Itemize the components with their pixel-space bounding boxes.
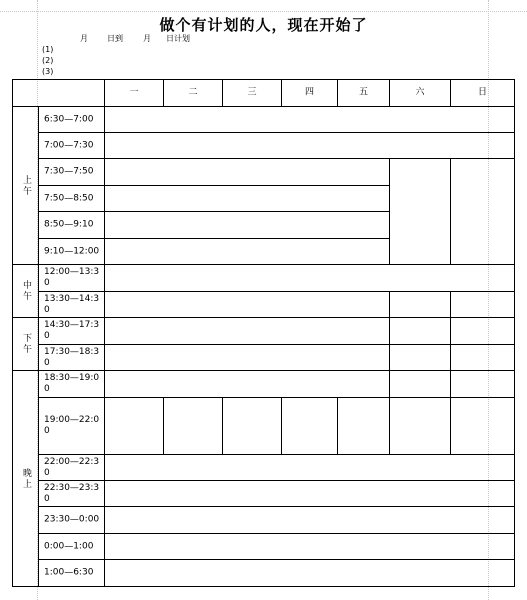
section-evening	[12, 370, 39, 587]
plan-cell-weekday-row-11[interactable]	[104, 370, 390, 398]
time-slot-5-label: 8:50—9:10	[44, 219, 94, 230]
plan-cell-1900-day-4[interactable]	[281, 397, 338, 455]
period-month-end: 月	[143, 34, 151, 43]
time-slot-4	[38, 185, 105, 212]
day-header-7-label: 日	[477, 87, 487, 98]
plan-cell-1900-day-6[interactable]	[389, 397, 451, 455]
section-noon-label: 中午	[21, 280, 31, 302]
time-slot-6-label: 9:10—12:00	[44, 246, 100, 256]
plan-cell-sunday-row-10[interactable]	[450, 344, 515, 371]
plan-cell-weekday-row-6[interactable]	[104, 238, 390, 265]
time-slot-5	[38, 211, 105, 239]
time-slot-16	[38, 533, 105, 560]
plan-cell-sunday-row-8[interactable]	[450, 291, 515, 318]
time-slot-13-label: 22:00—22:30	[44, 456, 100, 478]
time-slot-7	[38, 264, 105, 292]
time-slot-1	[38, 106, 105, 133]
section-afternoon	[12, 317, 39, 371]
plan-cell-full-row-15[interactable]	[104, 506, 515, 534]
goal-item-1: (1)	[42, 45, 54, 54]
time-slot-1-label: 6:30—7:00	[44, 114, 94, 124]
time-slot-8-label: 13:30—14:30	[44, 293, 100, 315]
margin-guide-top	[0, 11, 527, 12]
time-slot-14-label: 22:30—23:30	[44, 482, 100, 504]
plan-cell-full-row-16[interactable]	[104, 533, 515, 560]
time-slot-6	[38, 238, 105, 265]
day-header-7	[450, 79, 515, 107]
plan-cell-saturday-morning[interactable]	[389, 158, 451, 265]
plan-cell-1900-day-5[interactable]	[337, 397, 390, 455]
day-header-6	[389, 79, 451, 107]
time-slot-10-label: 17:30—18:30	[44, 346, 100, 368]
section-morning-label: 上午	[21, 174, 31, 197]
time-slot-3	[38, 158, 105, 186]
plan-cell-weekday-row-8[interactable]	[104, 291, 390, 318]
plan-cell-0630[interactable]	[104, 106, 515, 133]
goal-item-3: (3)	[42, 67, 54, 76]
time-slot-8	[38, 291, 105, 318]
plan-cell-weekday-row-10[interactable]	[104, 344, 390, 371]
time-slot-15-label: 23:30—0:00	[44, 514, 100, 525]
plan-cell-weekday-row-9[interactable]	[104, 317, 390, 345]
period-day-to: 日到	[107, 34, 123, 43]
schedule-table	[12, 79, 514, 586]
section-morning	[12, 106, 39, 265]
day-header-5-label: 五	[358, 87, 368, 98]
day-header-4-label: 四	[304, 87, 314, 98]
header-corner-cell[interactable]	[12, 79, 105, 107]
day-header-4	[281, 79, 338, 107]
day-header-3-label: 三	[247, 87, 257, 98]
plan-cell-sunday-morning[interactable]	[450, 158, 515, 265]
period-month-start: 月	[80, 34, 88, 43]
section-afternoon-label: 下午	[21, 333, 31, 355]
plan-cell-weekday-row-5[interactable]	[104, 211, 390, 239]
plan-cell-weekday-row-3[interactable]	[104, 158, 390, 186]
day-header-5	[337, 79, 390, 107]
time-slot-7-label: 12:00—13:30	[44, 267, 100, 288]
plan-cell-saturday-row-9[interactable]	[389, 317, 451, 345]
day-header-2	[163, 79, 223, 107]
time-slot-16-label: 0:00—1:00	[44, 541, 94, 551]
day-header-2-label: 二	[188, 87, 198, 98]
goal-item-2: (2)	[42, 56, 54, 65]
time-slot-2	[38, 132, 105, 159]
time-slot-15	[38, 506, 105, 534]
plan-cell-1900-day-1[interactable]	[104, 397, 164, 455]
time-slot-9	[38, 317, 105, 345]
time-slot-12-label: 19:00—22:00	[44, 415, 100, 436]
plan-cell-weekday-row-4[interactable]	[104, 185, 390, 212]
time-slot-11	[38, 370, 105, 398]
day-header-3	[222, 79, 282, 107]
plan-cell-full-row-14[interactable]	[104, 480, 515, 507]
plan-cell-0700[interactable]	[104, 132, 515, 159]
time-slot-9-label: 14:30—17:30	[44, 320, 100, 341]
day-header-1-label: 一	[129, 87, 139, 98]
period-day-plan: 日计划	[166, 34, 190, 43]
day-header-6-label: 六	[415, 87, 425, 98]
time-slot-17	[38, 559, 105, 587]
time-slot-13	[38, 454, 105, 481]
time-slot-12	[38, 397, 105, 455]
time-slot-10	[38, 344, 105, 371]
plan-cell-1900-day-2[interactable]	[163, 397, 223, 455]
plan-cell-full-row-13[interactable]	[104, 454, 515, 481]
plan-cell-full-row-17[interactable]	[104, 559, 515, 587]
time-slot-14	[38, 480, 105, 507]
time-slot-3-label: 7:30—7:50	[44, 166, 94, 177]
plan-cell-1900-day-7[interactable]	[450, 397, 515, 455]
day-header-1	[104, 79, 164, 107]
plan-cell-saturday-row-8[interactable]	[389, 291, 451, 318]
time-slot-17-label: 1:00—6:30	[44, 567, 94, 578]
plan-cell-1900-day-3[interactable]	[222, 397, 282, 455]
plan-cell-1200[interactable]	[104, 264, 515, 292]
time-slot-2-label: 7:00—7:30	[44, 140, 94, 150]
plan-cell-saturday-row-10[interactable]	[389, 344, 451, 371]
plan-cell-sunday-row-11[interactable]	[450, 370, 515, 398]
section-noon	[12, 264, 39, 318]
page-title: 做个有计划的人，现在开始了	[159, 16, 368, 34]
section-evening-label: 晚上	[21, 467, 31, 490]
time-slot-4-label: 7:50—8:50	[44, 193, 94, 203]
plan-cell-saturday-row-11[interactable]	[389, 370, 451, 398]
plan-cell-sunday-row-9[interactable]	[450, 317, 515, 345]
time-slot-11-label: 18:30—19:00	[44, 373, 100, 394]
